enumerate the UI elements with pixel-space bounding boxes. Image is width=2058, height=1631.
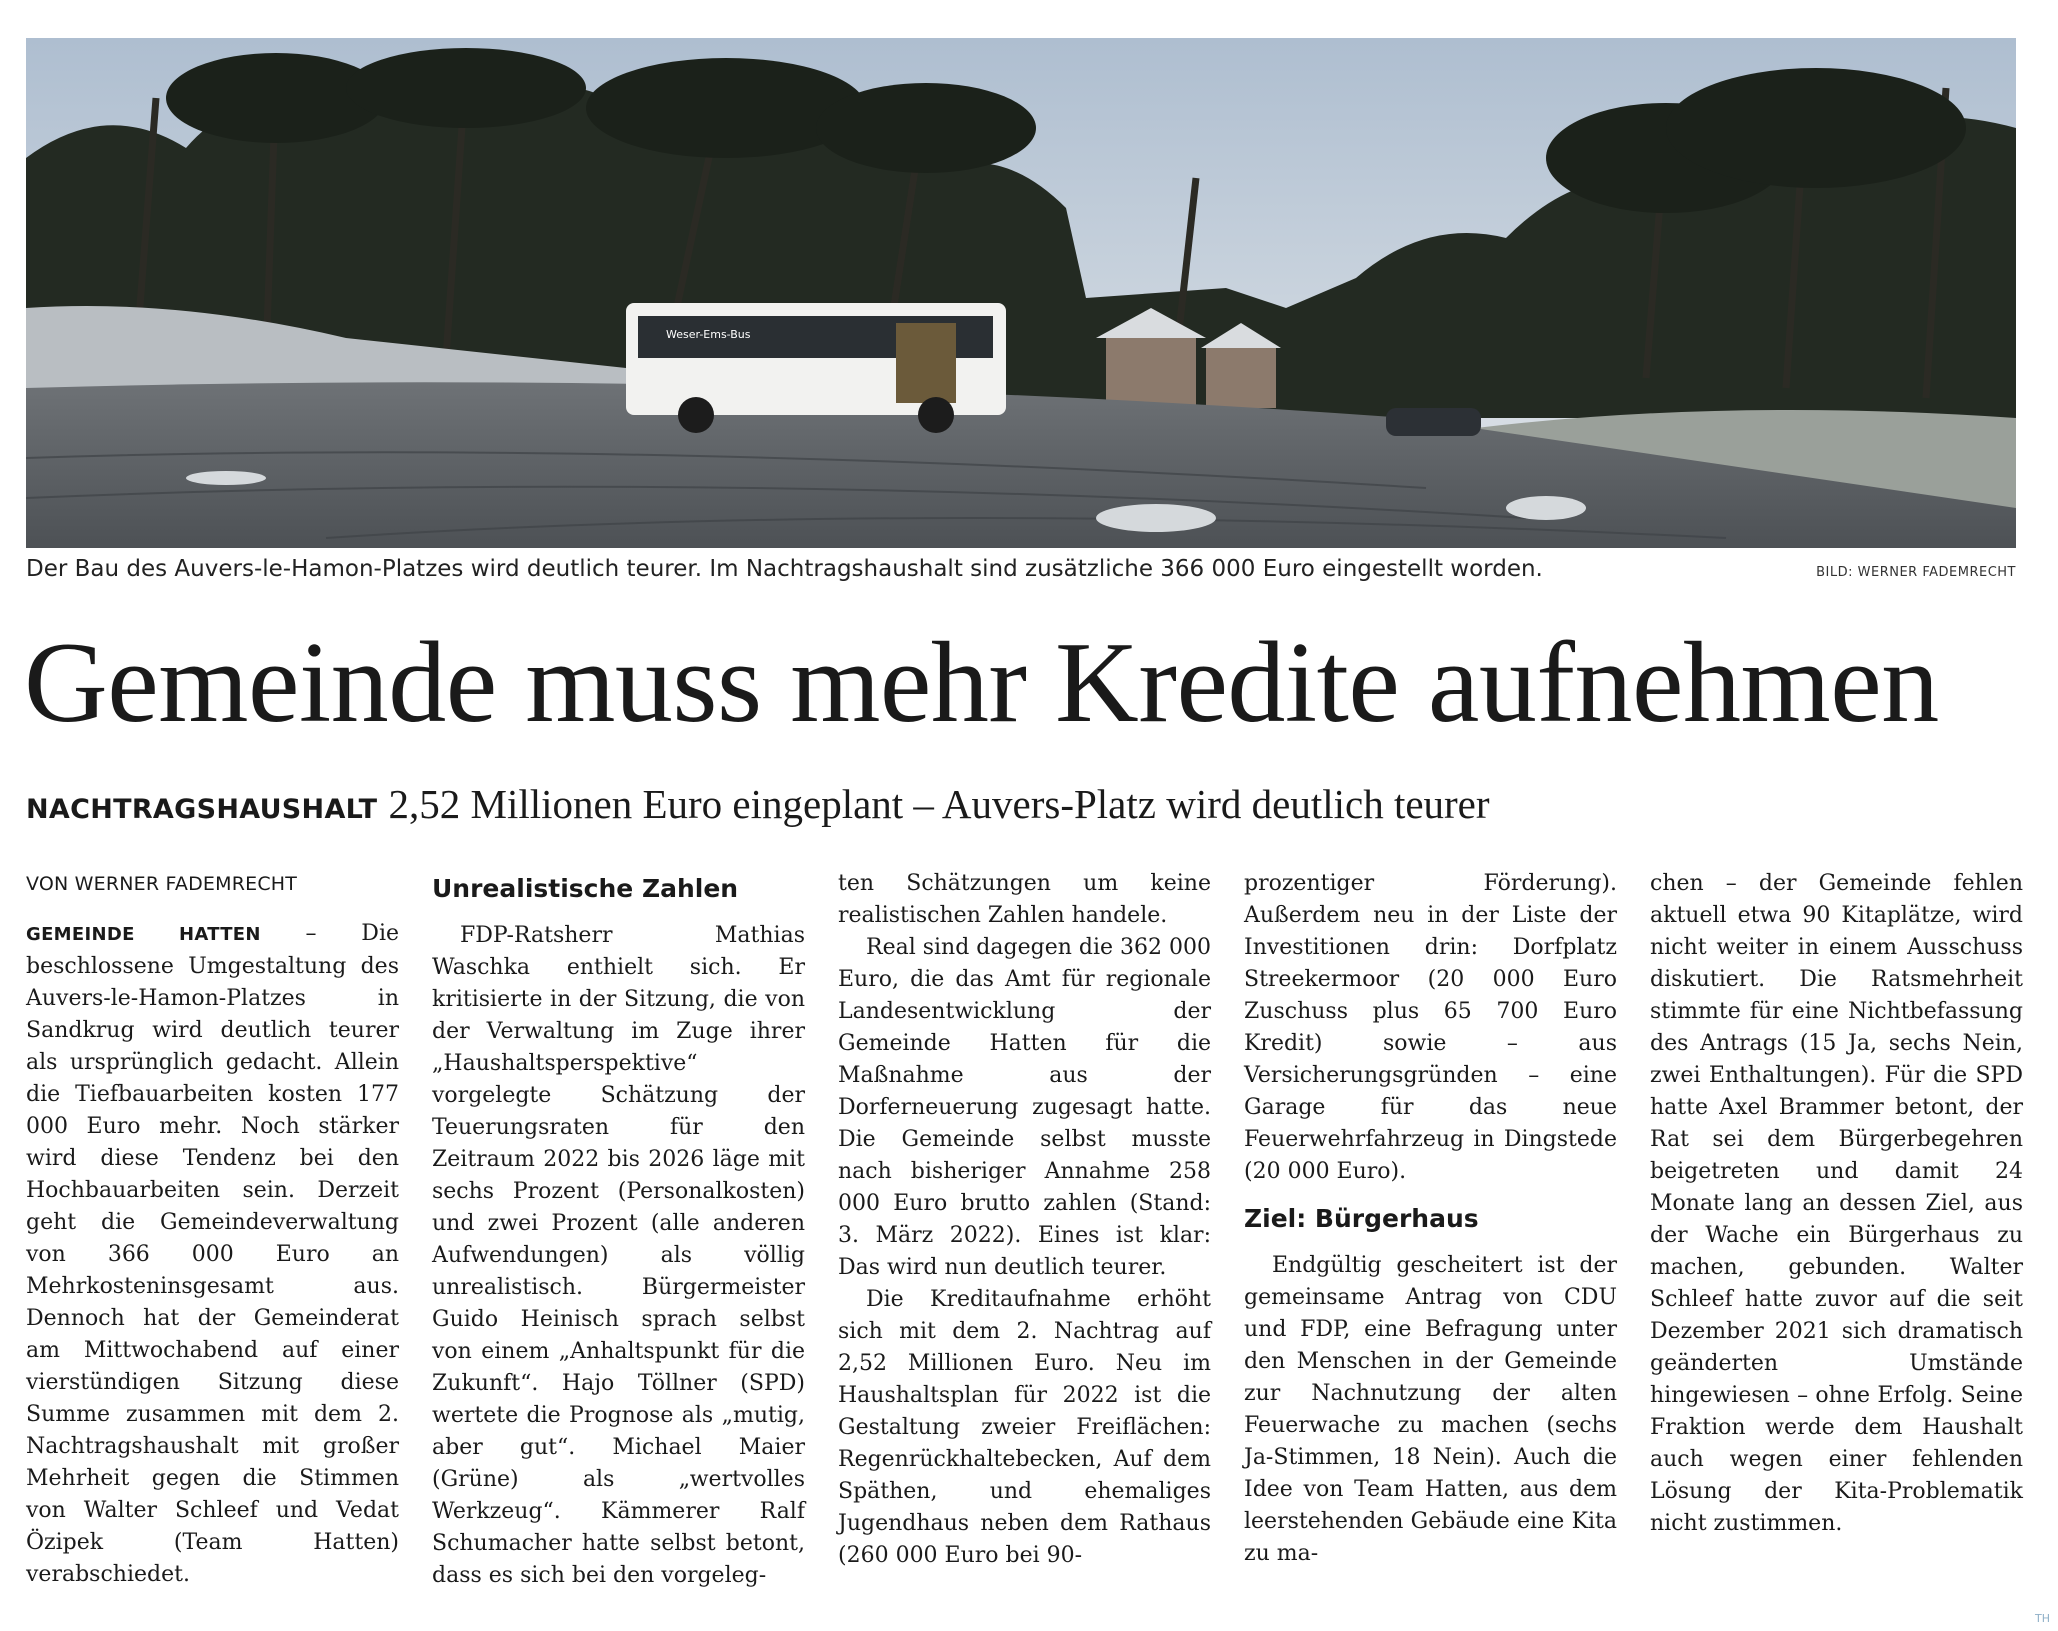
- paragraph: Endgültig gescheitert ist der gemeinsame Antrag von CDU und FDP, eine Befragung unter den Menschen in der Gemeinde zur Nachnutzung der alten Feuerwache zu machen (sechs Ja-Stimmen, 18 Nein). Auch die Idee von Team Hatten, aus dem leerstehenden Gebäude eine Kita zu ma-: [1244, 1253, 1617, 1566]
- subheading: Ziel: Bürgerhaus: [1244, 1204, 1479, 1233]
- paragraph: Die Kreditaufnahme erhöht sich mit dem 2. Nachtrag auf 2,52 Millionen Euro. Neu im Haushaltsplan für 2022 ist die Gestaltung zweier Freiflächen: Regenrückhaltebecken, Auf dem Späthen, und ehemaliges Jugendhaus neben dem Rathaus (260 000 Euro bei 90-: [838, 1287, 1211, 1568]
- paragraph: FDP-Ratsherr Mathias Waschka enthielt sich. Er kritisierte in der Sitzung, die von der Verwaltung im Zuge ihrer „Haushaltsperspektive“ vorgelegte Schätzung der Teuerungsraten für den Zeitraum 2022 bis 2026 läge mit sechs Prozent (Personalkosten) und zwei Prozent (alle anderen Aufwendungen) als völlig unrealistisch. Bürgermeister Guido Heinisch sprach selbst von einem „Anhaltspunkt für die Zukunft“. Hajo Töllner (SPD) wertete die Prognose als „mutig, aber gut“. Michael Maier (Grüne) als „wertvolles Werkzeug“. Kämmerer Ralf Schumacher hatte selbst betont, dass es sich bei den vorgeleg-: [432, 923, 805, 1588]
- topic-kicker: NACHTRAGSHAUSHALT: [26, 794, 378, 825]
- photo-caption: [26, 556, 2016, 592]
- paragraph-text: – Die beschlossene Umgestaltung des Auvers-le-Hamon-Platzes in Sandkrug wird deutlich teurer als ursprünglich gedacht. Allein die Tiefbauarbeiten kosten 177 000 Euro mehr. Noch stärker wird diese Tendenz bei den Hochbauarbeiten sein. Derzeit geht die Gemeindeverwaltung von 366 000 Euro an Mehrkosteninsgesamt aus. Dennoch hat der Gemeinderat am Mittwochabend auf einer vierstündigen Sitzung diese Summe zusammen mit dem 2. Nachtragshaushalt mit großer Mehrheit gegen die Stimmen von Walter Schleef und Vedat Özipek (Team Hatten) verabschiedet.: [26, 921, 399, 1587]
- photo-scene: [26, 38, 2016, 548]
- paragraph: chen – der Gemeinde fehlen aktuell etwa 90 Kitaplätze, wird nicht weiter in einem Ausschuss diskutiert. Die Ratsmehrheit stimmte für eine Nichtbefassung des Antrags (15 Ja, sechs Nein, zwei Enthaltungen). Für die SPD hatte Axel Brammer betont, der Rat sei dem Bürgerbegehren beigetreten und damit 24 Monate lang an dessen Ziel, aus der Wache ein Bürgerhaus zu machen, gebunden. Walter Schleef hatte zuvor auf die seit Dezember 2021 sich dramatisch geänderten Umstände hingewiesen – ohne Erfolg. Seine Fraktion werde dem Haushalt auch wegen einer fehlenden Lösung der Kita-Problematik nicht zustimmen.: [1650, 871, 2023, 1536]
- article-subtitle: 2,52 Millionen Euro eingeplant – Auvers-Platz wird deutlich teurer: [388, 781, 1490, 827]
- article-headline: Gemeinde muss mehr Kredite aufnehmen: [24, 619, 1939, 747]
- paragraph: ten Schätzungen um keine realistischen Zahlen handele.: [838, 871, 1211, 928]
- column-4: [1244, 868, 1617, 1570]
- photo-credit: BILD: WERNER FADEMRECHT: [1816, 565, 2016, 580]
- dateline: GEMEINDE HATTEN: [26, 924, 261, 945]
- bus: [626, 303, 1006, 433]
- paragraph: [26, 918, 399, 1591]
- column-3: [838, 868, 1211, 1572]
- corner-mark: TH: [2035, 1612, 2050, 1625]
- paragraph: prozentiger Förderung). Außerdem neu in der Liste der Investitionen drin: Dorfplatz Streekermoor (20 000 Euro Zuschuss plus 65 700 Euro Kredit) sowie – aus Versicherungsgründen – eine Garage für das neue Feuerwehrfahrzeug in Dingstede (20 000 Euro).: [1244, 871, 1617, 1184]
- caption-text: Der Bau des Auvers-le-Hamon-Platzes wird deutlich teurer. Im Nachtragshaushalt sind zusätzliche 366 000 Euro eingestellt worden.: [26, 556, 1543, 582]
- subheading: Unrealistische Zahlen: [432, 874, 739, 903]
- article-subline: [26, 780, 2026, 828]
- column-1: [26, 868, 399, 1591]
- column-5: [1650, 868, 2023, 1540]
- column-2: [432, 868, 805, 1592]
- bus-destination: Weser-Ems-Bus: [666, 328, 751, 341]
- article-photo: [26, 38, 2016, 548]
- byline: VON WERNER FADEMRECHT: [26, 873, 298, 895]
- paragraph: Real sind dagegen die 362 000 Euro, die das Amt für regionale Landesentwicklung der Gemeinde Hatten für die Maßnahme aus der Dorferneuerung zugesagt hatte. Die Gemeinde selbst musste nach bisheriger Annahme 258 000 Euro brutto zahlen (Stand: 3. März 2022). Eines ist klar: Das wird nun deutlich teurer.: [838, 935, 1211, 1280]
